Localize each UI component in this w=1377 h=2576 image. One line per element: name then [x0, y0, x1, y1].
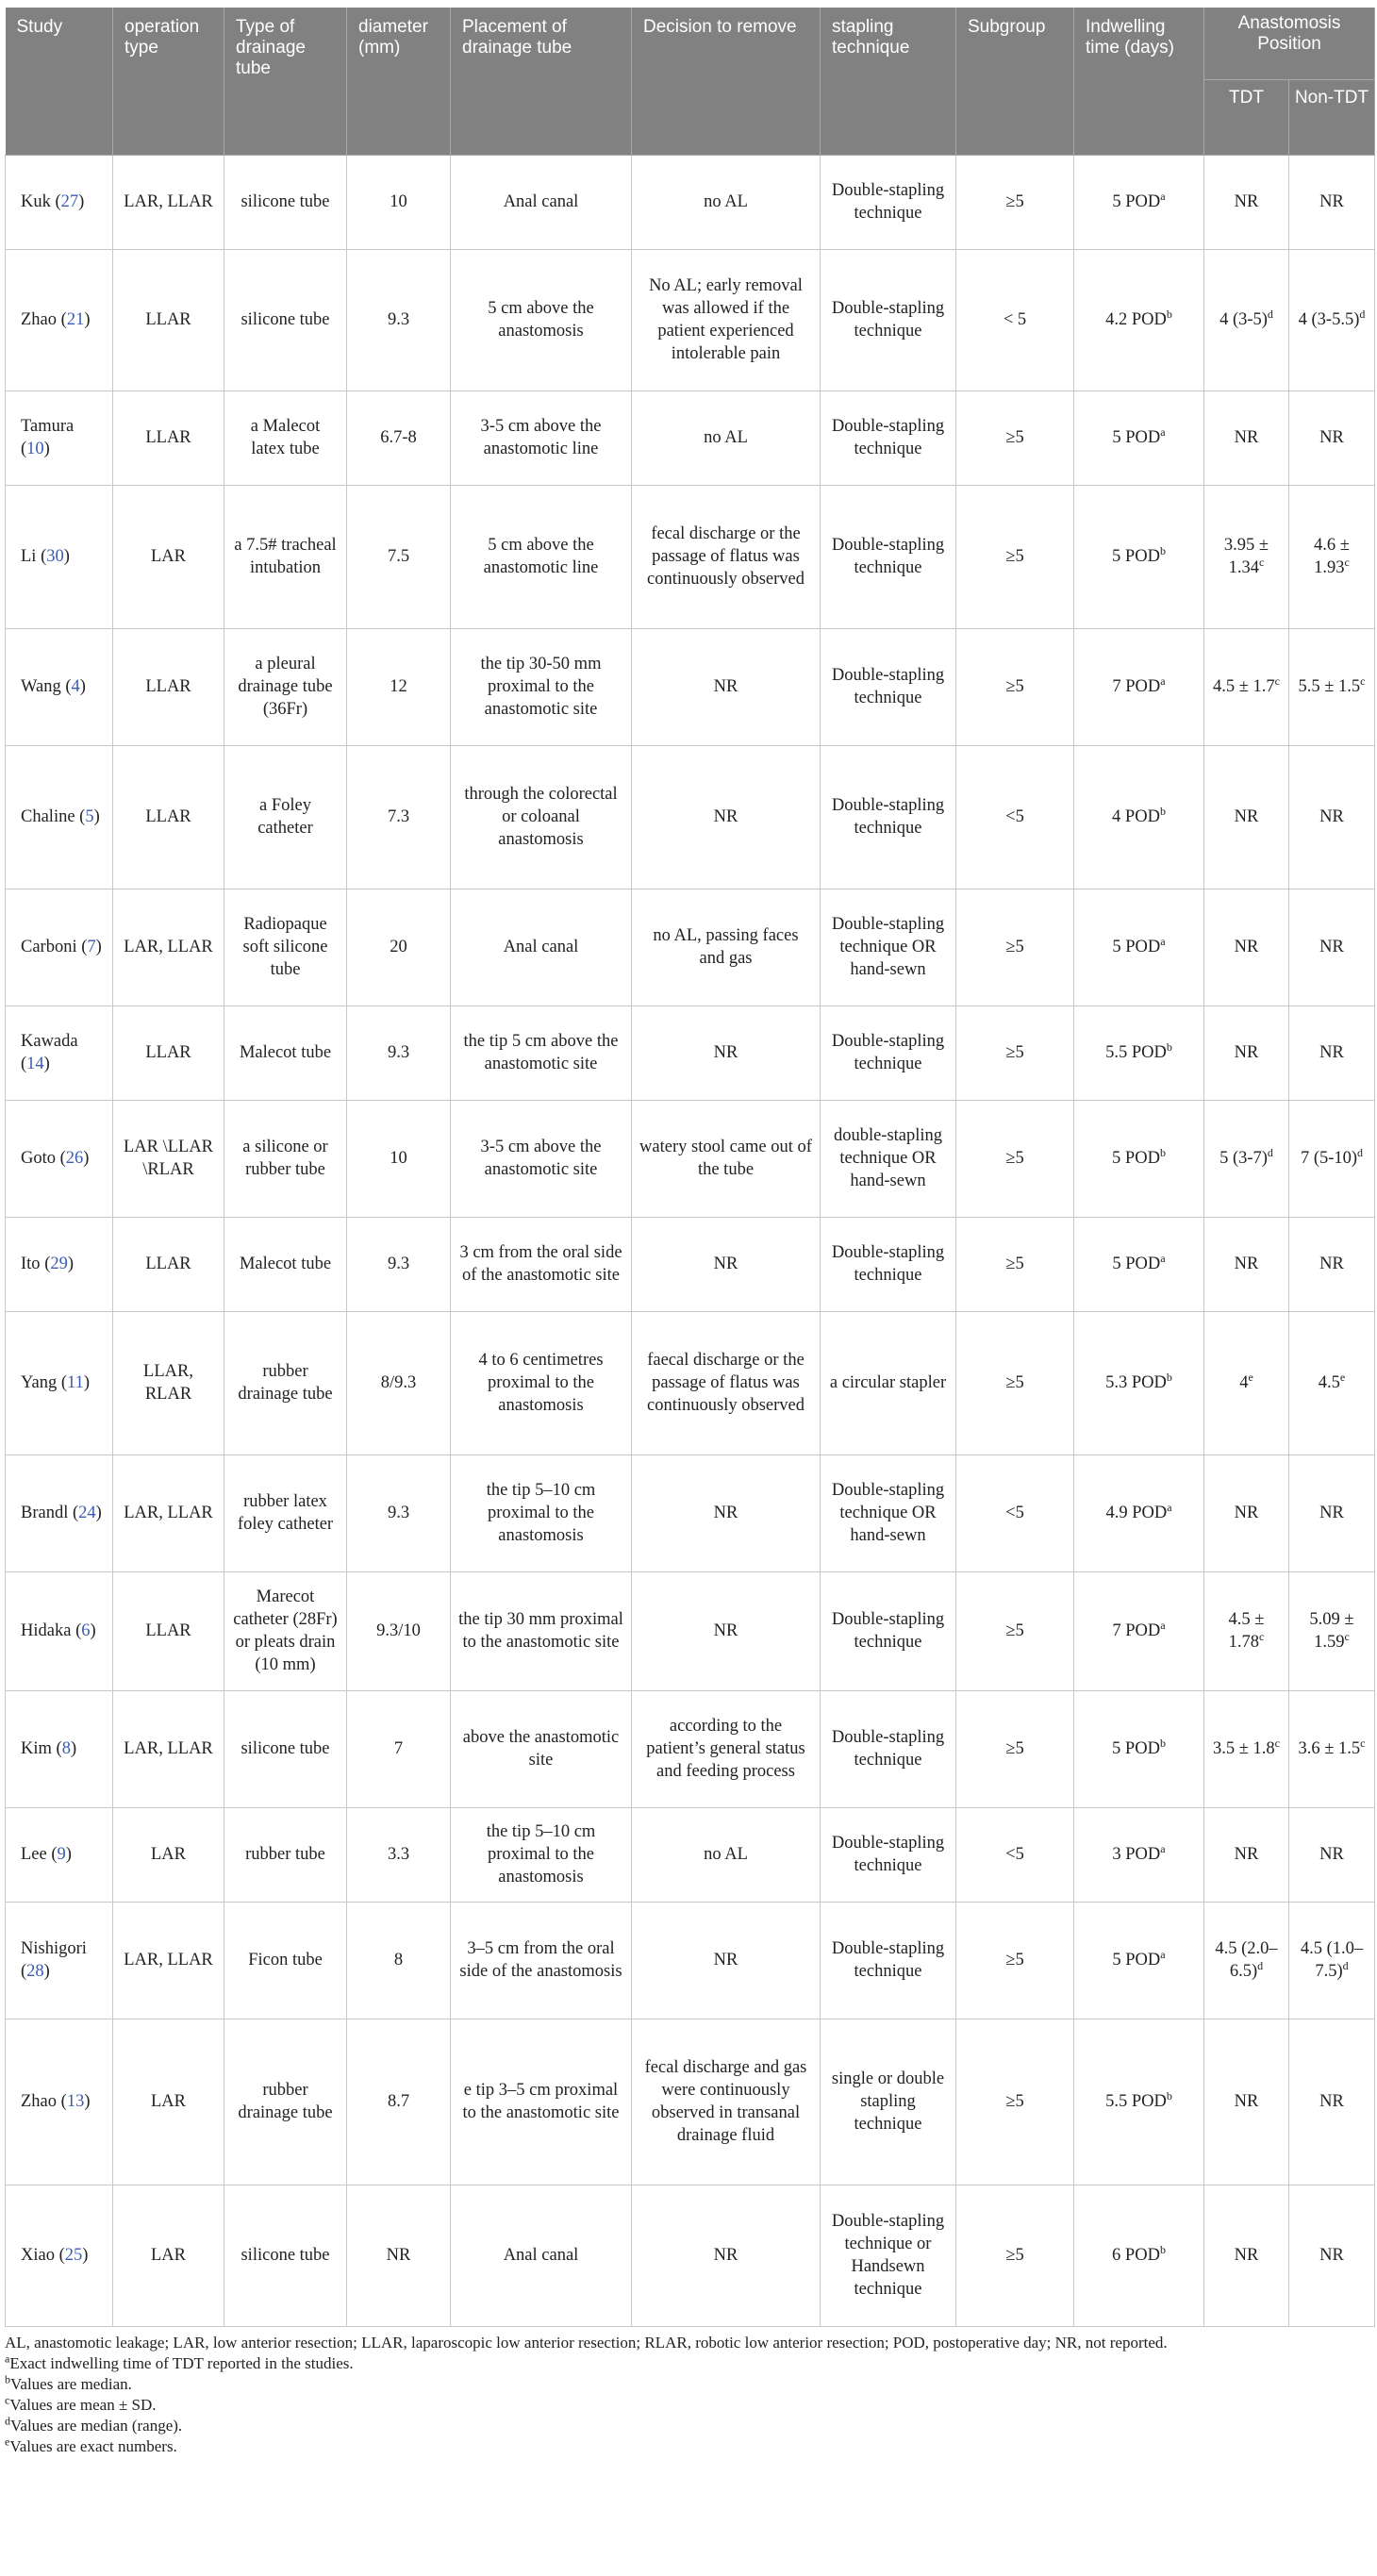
study-name: Li	[21, 547, 37, 566]
cell-study: Li (30)	[6, 485, 113, 628]
cell-operation-type: LLAR	[113, 1005, 224, 1100]
cell-stapling: Double-stapling technique	[821, 1217, 956, 1311]
table-row	[6, 1100, 1375, 1217]
cell-study: Chaline (5)	[6, 745, 113, 889]
cell-operation-type: LLAR	[113, 391, 224, 485]
study-reference-link[interactable]: 24	[78, 1504, 96, 1522]
cell-non-tdt: NR	[1289, 155, 1375, 249]
study-reference-link[interactable]: 28	[26, 1962, 44, 1981]
study-name: Goto	[21, 1149, 56, 1168]
cell-subgroup: ≥5	[956, 1311, 1074, 1454]
cell-non-tdt: NR	[1289, 1454, 1375, 1571]
cell-decision: No AL; early removal was allowed if the patient experienced intolerable pain	[632, 249, 821, 391]
cell-tube-type: a Malecot latex tube	[224, 391, 347, 485]
study-reference-link[interactable]: 4	[71, 677, 80, 696]
footnote-c: $^c$Values are mean ± SD.	[5, 2392, 157, 2414]
study-reference-link[interactable]: 5	[85, 807, 94, 826]
table-row	[6, 155, 1375, 249]
cell-indwelling-time: 5 POD$^b$	[1074, 485, 1204, 628]
cell-subgroup: ≥5	[956, 889, 1074, 1005]
table-row	[6, 485, 1375, 628]
cell-indwelling-time: 5.5 POD$^b$	[1074, 1005, 1204, 1100]
cell-placement: 4 to 6 centimetres proximal to the anastomosis	[451, 1311, 632, 1454]
header-non-tdt: Non-TDT	[1289, 79, 1375, 155]
study-reference-link[interactable]: 14	[26, 1055, 44, 1073]
cell-diameter: 9.3	[347, 1005, 451, 1100]
cell-decision: faecal discharge or the passage of flatus was continuously observed	[632, 1311, 821, 1454]
study-name: Nishigori	[21, 1939, 87, 1958]
cell-stapling: Double-stapling technique OR hand-sewn	[821, 1454, 956, 1571]
cell-placement: 5 cm above the anastomosis	[451, 249, 632, 391]
cell-tdt: 4 $(3-5)^d$	[1204, 249, 1289, 391]
cell-study: Wang (4)	[6, 628, 113, 745]
cell-placement: the tip 5–10 cm proximal to the anastomosis	[451, 1807, 632, 1902]
cell-operation-type: LAR, LLAR	[113, 1902, 224, 2019]
cell-tube-type: a 7.5# tracheal intubation	[224, 485, 347, 628]
cell-operation-type: LLAR	[113, 1217, 224, 1311]
cell-tdt: NR	[1204, 155, 1289, 249]
cell-diameter: 12	[347, 628, 451, 745]
cell-operation-type: LLAR	[113, 745, 224, 889]
header-anastomosis-position: Anastomosis Position	[1204, 8, 1375, 79]
cell-decision: no AL	[632, 155, 821, 249]
cell-diameter: 10	[347, 1100, 451, 1217]
cell-operation-type: LLAR, RLAR	[113, 1311, 224, 1454]
cell-tdt: NR	[1204, 1217, 1289, 1311]
cell-indwelling-time: 5 POD$^a$	[1074, 1902, 1204, 2019]
table-row	[6, 1571, 1375, 1690]
cell-study: Goto (26)	[6, 1100, 113, 1217]
cell-non-tdt: 3.6 ± 1.5$^c$	[1289, 1690, 1375, 1807]
cell-diameter: 9.3	[347, 1217, 451, 1311]
cell-tdt: 4.5 ± 1.7$^c$	[1204, 628, 1289, 745]
cell-non-tdt: 4.5e	[1289, 1311, 1375, 1454]
cell-subgroup: ≥5	[956, 1690, 1074, 1807]
cell-placement: above the anastomotic site	[451, 1690, 632, 1807]
cell-indwelling-time: 5 POD$^a$	[1074, 889, 1204, 1005]
footnote-b: $^b$Values are median.	[5, 2371, 132, 2393]
cell-diameter: 6.7-8	[347, 391, 451, 485]
cell-tdt: NR	[1204, 1807, 1289, 1902]
cell-placement: Anal canal	[451, 155, 632, 249]
cell-decision: NR	[632, 2185, 821, 2326]
cell-diameter: NR	[347, 2185, 451, 2326]
study-reference-link[interactable]: 13	[66, 2092, 85, 2111]
cell-stapling: Double-stapling technique	[821, 391, 956, 485]
study-reference-link[interactable]: 11	[67, 1373, 84, 1392]
cell-indwelling-time: 7 POD$^a$	[1074, 628, 1204, 745]
study-name: Kim	[21, 1739, 52, 1758]
cell-subgroup: <5	[956, 745, 1074, 889]
cell-non-tdt: 4 $(3-5.5)^d$	[1289, 249, 1375, 391]
table-container	[5, 8, 1374, 2457]
cell-tube-type: rubber tube	[224, 1807, 347, 1902]
cell-indwelling-time: 4 POD$^b$	[1074, 745, 1204, 889]
cell-indwelling-time: 6 POD$^b$	[1074, 2185, 1204, 2326]
cell-non-tdt: NR	[1289, 2185, 1375, 2326]
study-reference-link[interactable]: 26	[65, 1149, 84, 1168]
cell-stapling: double-stapling technique OR hand-sewn	[821, 1100, 956, 1217]
study-name: Tamura	[21, 417, 75, 436]
cell-subgroup: ≥5	[956, 1100, 1074, 1217]
cell-tube-type: Marecot catheter (28Fr) or pleats drain (10 mm)	[224, 1571, 347, 1690]
cell-tube-type: silicone tube	[224, 1690, 347, 1807]
cell-tube-type: Malecot tube	[224, 1217, 347, 1311]
cell-diameter: 7.5	[347, 485, 451, 628]
cell-decision: no AL, passing faces and gas	[632, 889, 821, 1005]
cell-operation-type: LAR, LLAR	[113, 1454, 224, 1571]
study-name: Brandl	[21, 1504, 69, 1522]
cell-placement: 3–5 cm from the oral side of the anastomosis	[451, 1902, 632, 2019]
cell-decision: NR	[632, 1217, 821, 1311]
cell-tdt: 5 $(3-7)^d$	[1204, 1100, 1289, 1217]
cell-study: Brandl (24)	[6, 1454, 113, 1571]
cell-indwelling-time: 5 POD$^a$	[1074, 391, 1204, 485]
cell-non-tdt: 7 $(5-10)^d$	[1289, 1100, 1375, 1217]
cell-operation-type: LAR	[113, 2185, 224, 2326]
cell-study: Kawada (14)	[6, 1005, 113, 1100]
cell-subgroup: ≥5	[956, 1571, 1074, 1690]
study-name: Lee	[21, 1845, 47, 1864]
cell-placement: 5 cm above the anastomotic line	[451, 485, 632, 628]
study-name: Ito	[21, 1255, 41, 1273]
cell-study: Lee (9)	[6, 1807, 113, 1902]
study-name: Wang	[21, 677, 61, 696]
study-reference-link[interactable]: 9	[57, 1845, 66, 1864]
cell-stapling: single or double stapling technique	[821, 2019, 956, 2185]
cell-placement: 3-5 cm above the anastomotic line	[451, 391, 632, 485]
cell-stapling: Double-stapling technique OR hand-sewn	[821, 889, 956, 1005]
table-row	[6, 249, 1375, 391]
table-row	[6, 391, 1375, 485]
cell-decision: according to the patient’s general status and feeding process	[632, 1690, 821, 1807]
cell-stapling: Double-stapling technique	[821, 628, 956, 745]
cell-subgroup: ≥5	[956, 1005, 1074, 1100]
cell-placement: the tip 5–10 cm proximal to the anastomosis	[451, 1454, 632, 1571]
cell-placement: e tip 3–5 cm proximal to the anastomotic site	[451, 2019, 632, 2185]
study-name: Carboni	[21, 938, 77, 956]
cell-stapling: Double-stapling technique	[821, 249, 956, 391]
cell-non-tdt: 5.5 ± 1.5$^c$	[1289, 628, 1375, 745]
study-name: Chaline	[21, 807, 75, 826]
cell-subgroup: ≥5	[956, 2185, 1074, 2326]
cell-diameter: 9.3/10	[347, 1571, 451, 1690]
cell-non-tdt: 4.6 ± 1.93$^c$	[1289, 485, 1375, 628]
cell-study: Nishigori (28)	[6, 1902, 113, 2019]
table-row	[6, 745, 1375, 889]
header-stapling: stapling technique	[821, 8, 956, 155]
table-row	[6, 1690, 1375, 1807]
study-reference-link[interactable]: 7	[87, 938, 96, 956]
cell-operation-type: LAR	[113, 1807, 224, 1902]
cell-study: Yang (11)	[6, 1311, 113, 1454]
cell-study: Xiao (25)	[6, 2185, 113, 2326]
cell-subgroup: ≥5	[956, 2019, 1074, 2185]
cell-decision: fecal discharge and gas were continuously observed in transanal drainage fluid	[632, 2019, 821, 2185]
study-reference-link[interactable]: 21	[66, 310, 85, 329]
cell-tube-type: silicone tube	[224, 155, 347, 249]
cell-tdt: NR	[1204, 391, 1289, 485]
cell-subgroup: ≥5	[956, 1902, 1074, 2019]
cell-subgroup: ≥5	[956, 1217, 1074, 1311]
study-name: Yang	[21, 1373, 58, 1392]
cell-placement: Anal canal	[451, 889, 632, 1005]
cell-study: Carboni (7)	[6, 889, 113, 1005]
cell-diameter: 7	[347, 1690, 451, 1807]
cell-tube-type: a Foley catheter	[224, 745, 347, 889]
study-reference-link[interactable]: 6	[81, 1621, 91, 1640]
cell-placement: the tip 30 mm proximal to the anastomotic site	[451, 1571, 632, 1690]
cell-tube-type: Malecot tube	[224, 1005, 347, 1100]
table-row	[6, 1217, 1375, 1311]
table-body	[6, 155, 1375, 2326]
study-name: Kuk	[21, 192, 51, 211]
cell-study: Hidaka (6)	[6, 1571, 113, 1690]
header-subgroup: Subgroup	[956, 8, 1074, 155]
cell-placement: 3-5 cm above the anastomotic site	[451, 1100, 632, 1217]
cell-operation-type: LAR, LLAR	[113, 889, 224, 1005]
study-table	[5, 8, 1375, 2327]
cell-decision: NR	[632, 1571, 821, 1690]
footnote-d: $^d$Values are median (range).	[5, 2413, 183, 2435]
cell-indwelling-time: 4.2 POD$^b$	[1074, 249, 1204, 391]
cell-diameter: 8/9.3	[347, 1311, 451, 1454]
table-row	[6, 2185, 1375, 2326]
cell-stapling: Double-stapling technique or Handsewn technique	[821, 2185, 956, 2326]
cell-decision: NR	[632, 745, 821, 889]
cell-tdt: NR	[1204, 2019, 1289, 2185]
table-row	[6, 628, 1375, 745]
cell-tube-type: rubber drainage tube	[224, 2019, 347, 2185]
cell-non-tdt: NR	[1289, 889, 1375, 1005]
cell-placement: Anal canal	[451, 2185, 632, 2326]
footnote-a: $^a$Exact indwelling time of TDT reported in the studies.	[5, 2351, 354, 2372]
study-reference-link[interactable]: 25	[64, 2246, 83, 2265]
cell-non-tdt: 5.09 ± 1.59$^c$	[1289, 1571, 1375, 1690]
cell-indwelling-time: 3 POD$^a$	[1074, 1807, 1204, 1902]
cell-study: Tamura (10)	[6, 391, 113, 485]
cell-indwelling-time: 5.3 POD$^b$	[1074, 1311, 1204, 1454]
cell-stapling: Double-stapling technique	[821, 1690, 956, 1807]
cell-tdt: 4e	[1204, 1311, 1289, 1454]
cell-tdt: 3.95 ± 1.34$^c$	[1204, 485, 1289, 628]
cell-non-tdt: NR	[1289, 1217, 1375, 1311]
cell-tube-type: a pleural drainage tube (36Fr)	[224, 628, 347, 745]
cell-decision: NR	[632, 1454, 821, 1571]
cell-tube-type: rubber latex foley catheter	[224, 1454, 347, 1571]
cell-operation-type: LLAR	[113, 249, 224, 391]
header-diameter: diameter (mm)	[347, 8, 451, 155]
cell-decision: NR	[632, 628, 821, 745]
study-reference-link[interactable]: 30	[46, 547, 64, 566]
study-reference-link[interactable]: 8	[61, 1739, 71, 1758]
cell-indwelling-time: 5.5 POD$^b$	[1074, 2019, 1204, 2185]
header-tdt: TDT	[1204, 79, 1289, 155]
cell-operation-type: LAR	[113, 2019, 224, 2185]
cell-tube-type: a silicone or rubber tube	[224, 1100, 347, 1217]
cell-diameter: 20	[347, 889, 451, 1005]
study-reference-link[interactable]: 29	[50, 1255, 68, 1273]
cell-subgroup: <5	[956, 1807, 1074, 1902]
cell-study: Kuk (27)	[6, 155, 113, 249]
cell-tube-type: silicone tube	[224, 249, 347, 391]
table-row	[6, 889, 1375, 1005]
cell-operation-type: LAR, LLAR	[113, 155, 224, 249]
cell-tube-type: Ficon tube	[224, 1902, 347, 2019]
cell-diameter: 3.3	[347, 1807, 451, 1902]
footnotes	[5, 2327, 1374, 2457]
table-row	[6, 1807, 1375, 1902]
table-row	[6, 2019, 1375, 2185]
study-name: Hidaka	[21, 1621, 72, 1640]
cell-operation-type: LLAR	[113, 1571, 224, 1690]
cell-indwelling-time: 5 POD$^b$	[1074, 1690, 1204, 1807]
cell-tdt: 4.5 ± 1.78$^c$	[1204, 1571, 1289, 1690]
study-name: Xiao	[21, 2246, 55, 2265]
cell-diameter: 9.3	[347, 1454, 451, 1571]
cell-diameter: 8.7	[347, 2019, 451, 2185]
cell-diameter: 8	[347, 1902, 451, 2019]
cell-subgroup: ≥5	[956, 155, 1074, 249]
cell-placement: through the colorectal or coloanal anastomosis	[451, 745, 632, 889]
cell-tube-type: silicone tube	[224, 2185, 347, 2326]
cell-study: Zhao (13)	[6, 2019, 113, 2185]
table-row	[6, 1454, 1375, 1571]
cell-indwelling-time: 5 POD$^b$	[1074, 1100, 1204, 1217]
cell-tdt: NR	[1204, 2185, 1289, 2326]
cell-decision: NR	[632, 1005, 821, 1100]
cell-tdt: NR	[1204, 1005, 1289, 1100]
cell-non-tdt: NR	[1289, 2019, 1375, 2185]
cell-placement: 3 cm from the oral side of the anastomotic site	[451, 1217, 632, 1311]
cell-subgroup: <5	[956, 1454, 1074, 1571]
cell-study: Zhao (21)	[6, 249, 113, 391]
study-name: Kawada	[21, 1032, 78, 1051]
header-study: Study	[6, 8, 113, 155]
cell-operation-type: LLAR	[113, 628, 224, 745]
cell-indwelling-time: 5 POD$^a$	[1074, 1217, 1204, 1311]
cell-indwelling-time: 5 POD$^a$	[1074, 155, 1204, 249]
header-operation-type: operation type	[113, 8, 224, 155]
cell-operation-type: LAR	[113, 485, 224, 628]
cell-stapling: Double-stapling technique	[821, 485, 956, 628]
cell-stapling: a circular stapler	[821, 1311, 956, 1454]
cell-subgroup: ≥5	[956, 391, 1074, 485]
study-name: Zhao	[21, 2092, 58, 2111]
table-row	[6, 1902, 1375, 2019]
cell-diameter: 10	[347, 155, 451, 249]
cell-tdt: NR	[1204, 889, 1289, 1005]
cell-non-tdt: NR	[1289, 745, 1375, 889]
cell-decision: no AL	[632, 391, 821, 485]
cell-indwelling-time: 4.9 POD$^a$	[1074, 1454, 1204, 1571]
cell-indwelling-time: 7 POD$^a$	[1074, 1571, 1204, 1690]
cell-non-tdt: NR	[1289, 1005, 1375, 1100]
study-name: Zhao	[21, 310, 58, 329]
header-decision: Decision to remove	[632, 8, 821, 155]
cell-tdt: 3.5 ± 1.8$^c$	[1204, 1690, 1289, 1807]
cell-stapling: Double-stapling technique	[821, 1571, 956, 1690]
footnote-e: $^e$Values are exact numbers.	[5, 2434, 177, 2455]
cell-decision: fecal discharge or the passage of flatus was continuously observed	[632, 485, 821, 628]
cell-non-tdt: NR	[1289, 1807, 1375, 1902]
cell-study: Kim (8)	[6, 1690, 113, 1807]
cell-stapling: Double-stapling technique	[821, 1005, 956, 1100]
cell-tdt: NR	[1204, 1454, 1289, 1571]
cell-decision: watery stool came out of the tube	[632, 1100, 821, 1217]
cell-subgroup: ≥5	[956, 485, 1074, 628]
table-header	[6, 8, 1375, 155]
header-indwelling: Indwelling time (days)	[1074, 8, 1204, 155]
header-placement: Placement of drainage tube	[451, 8, 632, 155]
cell-diameter: 7.3	[347, 745, 451, 889]
cell-stapling: Double-stapling technique	[821, 1807, 956, 1902]
cell-non-tdt: 4.5 $(1.0-7.5)^d$	[1289, 1902, 1375, 2019]
cell-stapling: Double-stapling technique	[821, 745, 956, 889]
cell-stapling: Double-stapling technique	[821, 1902, 956, 2019]
cell-decision: NR	[632, 1902, 821, 2019]
cell-non-tdt: NR	[1289, 391, 1375, 485]
cell-tube-type: Radiopaque soft silicone tube	[224, 889, 347, 1005]
cell-diameter: 9.3	[347, 249, 451, 391]
study-reference-link[interactable]: 10	[26, 440, 44, 458]
table-row	[6, 1311, 1375, 1454]
cell-operation-type: LAR \LLAR \RLAR	[113, 1100, 224, 1217]
cell-tube-type: rubber drainage tube	[224, 1311, 347, 1454]
cell-placement: the tip 5 cm above the anastomotic site	[451, 1005, 632, 1100]
cell-operation-type: LAR, LLAR	[113, 1690, 224, 1807]
cell-study: Ito (29)	[6, 1217, 113, 1311]
cell-subgroup: < 5	[956, 249, 1074, 391]
cell-placement: the tip 30-50 mm proximal to the anastomotic site	[451, 628, 632, 745]
cell-decision: no AL	[632, 1807, 821, 1902]
footnote-abbreviations: AL, anastomotic leakage; LAR, low anterior resection; LLAR, laparoscopic low anterior resection; RLAR, robotic low anterior resection; POD, postoperative day; NR, not reported.	[5, 2333, 1168, 2352]
cell-subgroup: ≥5	[956, 628, 1074, 745]
cell-tdt: NR	[1204, 745, 1289, 889]
header-type-of-tube: Type of drainage tube	[224, 8, 347, 155]
cell-stapling: Double-stapling technique	[821, 155, 956, 249]
table-row	[6, 1005, 1375, 1100]
study-reference-link[interactable]: 27	[60, 192, 79, 211]
cell-tdt: 4.5 $(2.0-6.5)^d$	[1204, 1902, 1289, 2019]
